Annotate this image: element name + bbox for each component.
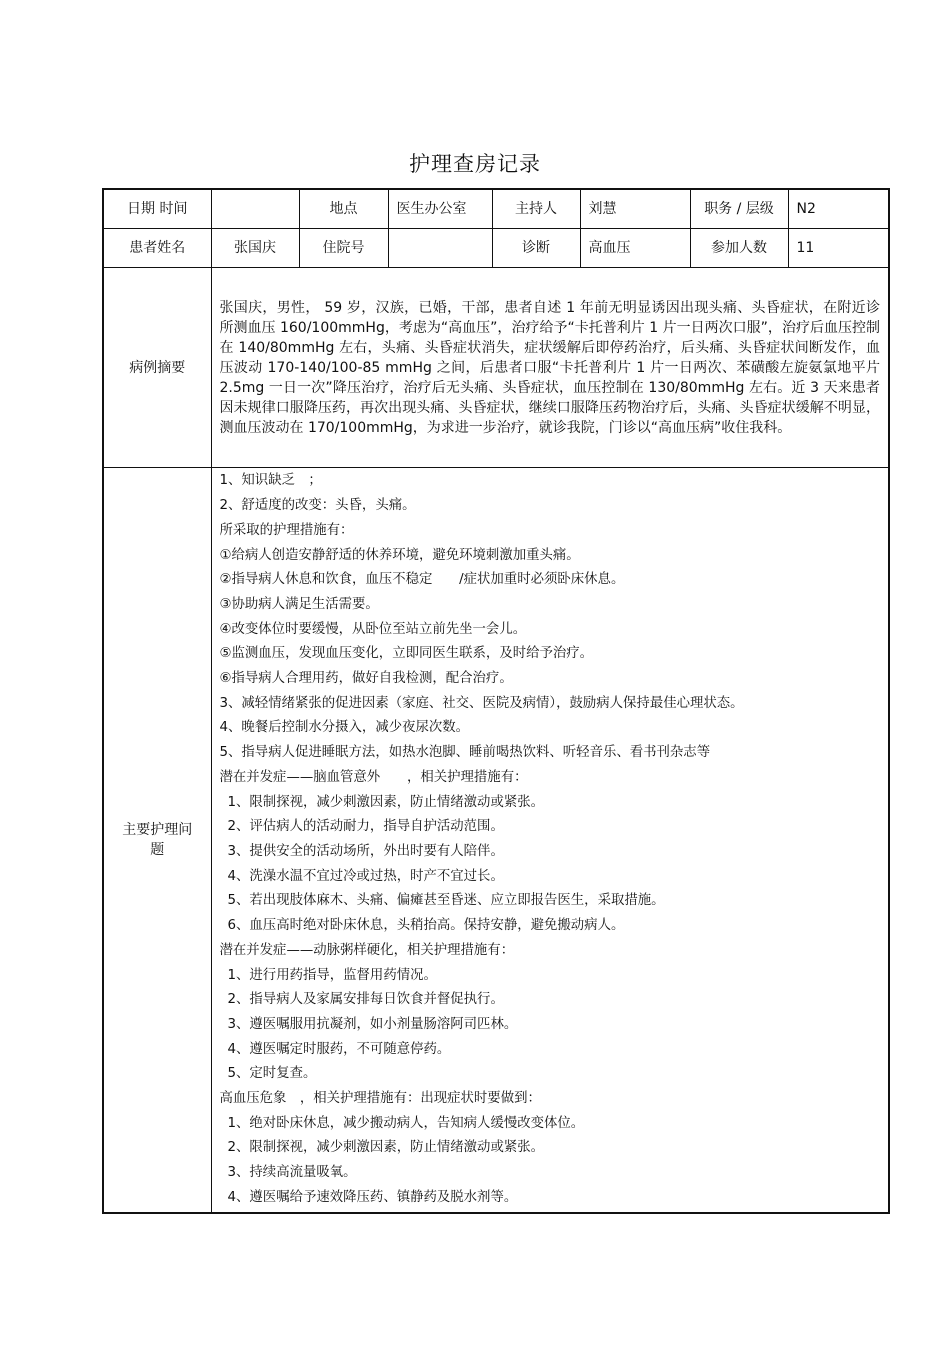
problem-line: ④改变体位时要缓慢，从卧位至站立前先坐一会儿。: [219, 621, 527, 637]
problem-line: 1、进行用药指导，监督用药情况。: [227, 967, 437, 983]
diagnosis-label: 诊断: [492, 229, 580, 268]
problem-line: 2、舒适度的改变：头昏，头痛。: [219, 498, 416, 514]
problem-line: 3、提供安全的活动场所，外出时要有人陪伴。: [227, 844, 504, 859]
problem-line: 3、持续高流量吸氧。: [227, 1165, 357, 1181]
problem-line: 6、血压高时绝对卧床休息，头稍抬高。保持安静，避免搬动病人。: [227, 918, 625, 934]
problem-line: 所采取的护理措施有：: [219, 522, 354, 538]
date-time-value: [211, 189, 299, 229]
location-value: 医生办公室: [388, 189, 492, 229]
header-row-2: [103, 229, 889, 268]
case-summary-text: 张国庆，男性， 59 岁，汉族，已婚，干部，患者自述 1 年前无明显诱因出现头痛、头昏症状，在附近诊所测血压 160/100mmHg，考虑为“高血压”，治疗给予“卡托普利片 1 片一日两次口服”，治疗后血压控制在 140/80mmHg 左右，头痛、头昏症状消失，症状缓解后即停药治疗，后头痛、头昏症状间断发作，血压波动 170-140/100-85 mmHg 之间，后患者口服“卡托普利片 1 片一日两次、苯磺酸左旋氨氯地平片 2.5mg 一日一次”降压治疗，治疗后无头痛、头昏症状，血压控制在 130/80mmHg 左右。近 3 天来患者因未规律口服降压药，再次出现头痛、头昏症状，继续口服降压药物治疗后，头痛、头昏症状缓解不明显，测血压波动在 170/100mmHg，为求进一步治疗，就诊我院，门诊以“高血压病”收住我科。: [211, 268, 889, 468]
nursing-problems-label-line2: 题: [150, 842, 165, 858]
patient-name-label: 患者姓名: [103, 229, 211, 268]
case-summary-row: [103, 268, 889, 468]
problem-line: 4、遵医嘱定时服药，不可随意停药。: [227, 1041, 451, 1057]
problem-line: 5、若出现肢体麻木、头痛、偏瘫甚至昏迷、应立即报告医生，采取措施。: [227, 893, 665, 909]
problem-line: 4、遵医嘱给予速效降压药、镇静药及脱水剂等。: [227, 1189, 518, 1205]
admission-number-value: [388, 229, 492, 268]
problem-line: 潜在并发症——动脉粥样硬化，相关护理措施有：: [219, 942, 515, 958]
problem-line: 1、知识缺乏 ；: [219, 473, 322, 489]
problem-line: 4、晚餐后控制水分摄入，减少夜尿次数。: [219, 720, 470, 736]
problem-line: ⑤监测血压，发现血压变化，立即同医生联系，及时给予治疗。: [219, 646, 594, 662]
problem-line: ③协助病人满足生活需要。: [219, 596, 379, 612]
attendees-label: 参加人数: [690, 229, 788, 268]
problem-line: ①给病人创造安静舒适的休养环境，避免环境刺激加重头痛。: [219, 547, 580, 563]
location-label: 地点: [299, 189, 388, 229]
nursing-problems-row: [103, 468, 889, 1214]
patient-name-value: 张国庆: [211, 229, 299, 268]
problem-line: 高血压危象 ，相关护理措施有：出现症状时要做到：: [219, 1091, 541, 1107]
position-label: 职务 / 层级: [690, 189, 788, 229]
problem-line: 2、评估病人的活动耐力，指导自护活动范围。: [227, 819, 504, 835]
problem-line: 4、洗澡水温不宜过冷或过热，时产不宜过长。: [227, 868, 504, 884]
problem-line: 3、减轻情绪紧张的促进因素（家庭、社交、医院及病情），鼓励病人保持最佳心理状态。: [219, 695, 744, 711]
admission-number-label: 住院号: [299, 229, 388, 268]
header-row-1: [103, 189, 889, 229]
date-time-label: 日期 时间: [103, 189, 211, 229]
page-title: 护理查房记录: [409, 152, 541, 176]
problem-line: 潜在并发症——脑血管意外 ，相关护理措施有：: [219, 769, 528, 785]
problem-line: 2、限制探视，减少刺激因素，防止情绪激动或紧张。: [227, 1140, 545, 1156]
attendees-value: 11: [788, 229, 889, 268]
case-summary-label: 病例摘要: [103, 268, 211, 468]
problem-line: ②指导病人休息和饮食，血压不稳定 /症状加重时必须卧床休息。: [219, 572, 625, 588]
host-value: 刘慧: [580, 189, 690, 229]
problem-line: 3、遵医嘱服用抗凝剂，如小剂量肠溶阿司匹林。: [227, 1016, 518, 1032]
problem-line: 2、指导病人及家属安排每日饮食并督促执行。: [227, 992, 504, 1008]
problem-line: 1、限制探视，减少刺激因素，防止情绪激动或紧张。: [227, 794, 545, 810]
problem-line: 1、绝对卧床休息，减少搬动病人，告知病人缓慢改变体位。: [227, 1115, 585, 1131]
position-value: N2: [788, 189, 889, 229]
problem-line: ⑥指导病人合理用药，做好自我检测，配合治疗。: [219, 671, 513, 687]
nursing-round-record-table: [102, 188, 890, 1214]
nursing-problems-label-line1: 主要护理问: [122, 822, 193, 838]
nursing-problems-content: [211, 468, 889, 1214]
problem-line: 5、指导病人促进睡眠方法，如热水泡脚、睡前喝热饮料、听轻音乐、看书刊杂志等: [219, 745, 711, 761]
host-label: 主持人: [492, 189, 580, 229]
nursing-problems-label: [103, 468, 211, 1214]
problem-line: 5、定时复查。: [227, 1066, 317, 1082]
diagnosis-value: 高血压: [580, 229, 690, 268]
